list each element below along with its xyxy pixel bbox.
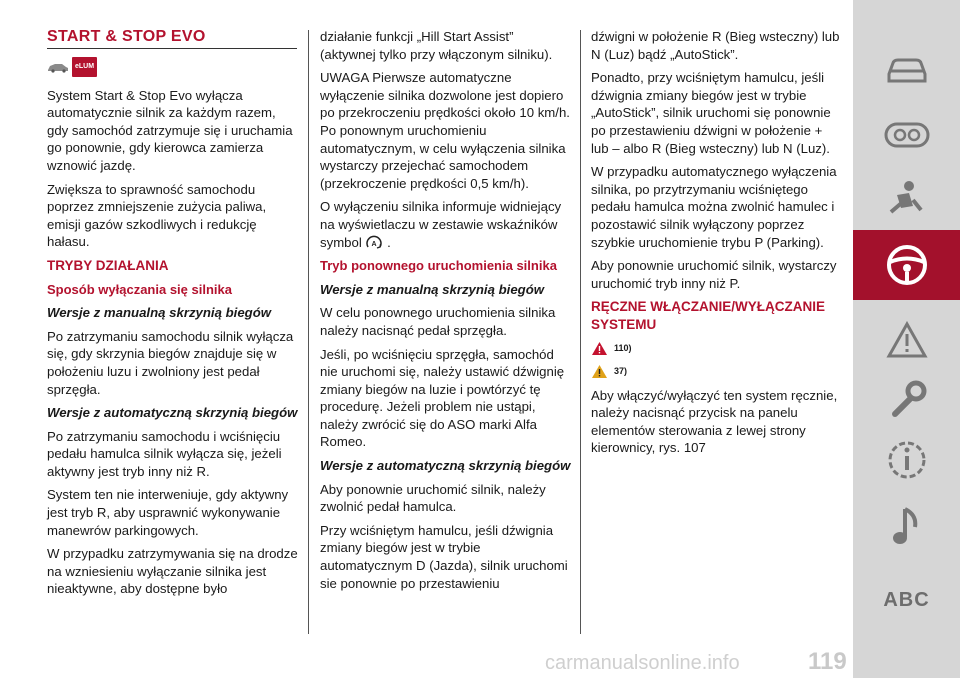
elum-badge: eLUM bbox=[72, 57, 97, 77]
column-divider bbox=[308, 30, 309, 634]
sidebar-item-driving[interactable] bbox=[853, 230, 960, 300]
paragraph-text: O wyłączeniu silnika informuje widniejący na wyświetlaczu w zestawie wskaźników symbol bbox=[320, 199, 562, 250]
paragraph-text-end: . bbox=[387, 234, 391, 250]
caution-note-ref: 37) bbox=[614, 366, 628, 377]
gear-info-icon bbox=[885, 438, 929, 482]
car-silhouette-icon bbox=[47, 61, 69, 73]
section-title: START & STOP EVO bbox=[47, 28, 206, 45]
wrench-icon bbox=[887, 380, 927, 420]
paragraph bbox=[320, 198, 572, 251]
column-3 bbox=[591, 28, 843, 463]
paragraph: działanie funkcji „Hill Start Assist” (aktywnej tylko przy włączonym silniku). bbox=[320, 29, 553, 62]
watermark: carmanualsonline.info bbox=[545, 652, 740, 674]
paragraph: W przypadku zatrzymywania się na drodze na wzniesieniu wyłączanie silnika jest nieaktywne, aby dostępne było bbox=[47, 546, 298, 597]
seat-person-icon bbox=[887, 180, 927, 220]
paragraph: dźwigni w położenie R (Bieg wsteczny) lub N (Luz) bądź „AutoStick”. bbox=[591, 29, 840, 62]
paragraph: System ten nie interweniuje, gdy aktywny jest tryb R, aby usprawnić wykonywanie manewrów parkingowych. bbox=[47, 487, 289, 538]
chapter-sidebar bbox=[853, 0, 960, 678]
subheading-auto: Wersje z automatyczną skrzynią biegów bbox=[47, 405, 298, 421]
column-divider bbox=[580, 30, 581, 634]
paragraph: Aby ponownie uruchomić silnik, wystarczy uruchomić tryb inny niż P. bbox=[591, 258, 837, 291]
sidebar-item-dashboard[interactable] bbox=[853, 100, 960, 170]
svg-text:A: A bbox=[371, 241, 377, 249]
paragraph: System Start & Stop Evo wyłącza automatycznie silnik za każdym razem, gdy samochód zatrzymuje się i uruchamia go ponownie, gdy kierowca zamierza wznowić jazdę. bbox=[47, 87, 293, 173]
paragraph: Przy wciśniętym hamulcu, jeśli dźwignia zmiany biegów jest w trybie automatycznym D (Jazda), silnik uruchomi sie ponownie po przestawieniu bbox=[320, 522, 568, 591]
auto-stop-symbol-icon bbox=[365, 235, 383, 251]
caution-note bbox=[591, 363, 843, 381]
page-number: 119 bbox=[808, 648, 847, 675]
warning-note-ref: 110) bbox=[614, 342, 632, 353]
heading-reczne: RĘCZNE WŁĄCZANIE/WYŁĄCZANIE SYSTEMU bbox=[591, 299, 825, 332]
subheading-tryb: Tryb ponownego uruchomienia silnika bbox=[320, 258, 557, 274]
car-icon bbox=[885, 54, 929, 86]
paragraph: W celu ponownego uruchomienia silnika należy nacisnąć pedał sprzęgła. bbox=[320, 305, 556, 338]
sidebar-item-car[interactable] bbox=[853, 35, 960, 105]
subheading-auto: Wersje z automatyczną skrzynią biegów bbox=[320, 458, 571, 474]
sidebar-item-index[interactable] bbox=[853, 565, 960, 635]
paragraph: Aby ponownie uruchomić silnik, należy zwolnić pedał hamulca. bbox=[320, 481, 546, 515]
dashboard-icon bbox=[884, 119, 930, 151]
heading-tryby: TRYBY DZIAŁANIA bbox=[47, 257, 169, 273]
paragraph: Aby włączyć/wyłączyć ten system ręcznie, należy nacisnąć przycisk na panelu elementów sterowania z lewej strony kierownicy, rys. 107 bbox=[591, 387, 838, 456]
index-label: ABC bbox=[883, 588, 930, 611]
warning-triangle-icon bbox=[886, 321, 928, 359]
subheading-manual: Wersje z manualną skrzynią biegów bbox=[47, 305, 272, 321]
subheading-manual: Wersje z manualną skrzynią biegów bbox=[320, 281, 545, 297]
paragraph: Jeśli, po wciśnięciu sprzęgła, samochód nie uruchomi się, należy ustawić dźwignię zmiany biegów na luzie i powtórzyć tę procedurę. Jeżeli problem nie ustąpi, należy zwrócić się do ASO marki Alfa Romeo. bbox=[320, 346, 565, 450]
column-1 bbox=[47, 28, 299, 604]
paragraph: Zwiększa to sprawność samochodu poprzez zmniejszenie zużycia paliwa, emisji gazów szkodliwych i redukcję hałasu. bbox=[47, 181, 267, 250]
sidebar-item-multimedia[interactable] bbox=[853, 490, 960, 560]
steering-wheel-icon bbox=[885, 243, 929, 287]
paragraph: UWAGA Pierwsze automatyczne wyłączenie silnika dozwolone jest dopiero po przekroczeniu prędkości około 10 km/h. Po ponownym uruchomieniu automatycznym, w celu wyłączenia silnika wystarczy przejechać samochodem (przekroczenie prędkości 0,5 km/h). bbox=[320, 70, 570, 191]
caution-yellow-icon bbox=[591, 364, 608, 379]
paragraph: Po zatrzymaniu samochodu silnik wyłącza się, gdy skrzynia biegów znajduje się w położeniu luzu i zwolniony jest pedał sprzęgła. bbox=[47, 328, 294, 397]
warning-note bbox=[591, 340, 843, 358]
paragraph: Po zatrzymaniu samochodu i wciśnięciu pedału hamulca silnik wyłącza się, jeżeli aktywny jest tryb inny niż R. bbox=[47, 428, 282, 479]
subheading-sposob: Sposób wyłączania się silnika bbox=[47, 281, 232, 297]
section-header bbox=[47, 28, 297, 49]
version-indicator bbox=[47, 57, 299, 77]
warning-red-icon bbox=[591, 341, 608, 356]
sidebar-item-safety[interactable] bbox=[853, 165, 960, 235]
paragraph: W przypadku automatycznego wyłączenia silnika, po przytrzymaniu wciśniętego pedału hamulca można zwolnić hamulec i pozostawić silnik wyłączony poprzez szybkie uruchomienie trybu P (Parking). bbox=[591, 164, 837, 250]
music-note-icon bbox=[889, 503, 925, 547]
column-2 bbox=[320, 28, 572, 598]
sidebar-item-technical[interactable] bbox=[853, 425, 960, 495]
paragraph: Ponadto, przy wciśniętym hamulcu, jeśli dźwignia zmiany biegów jest w trybie „AutoStick”, silnik uruchomi się ponownie po przestawieniu dźwigni w położenie + lub – albo R (Bieg wsteczny) lub N (Luz). bbox=[591, 70, 831, 156]
